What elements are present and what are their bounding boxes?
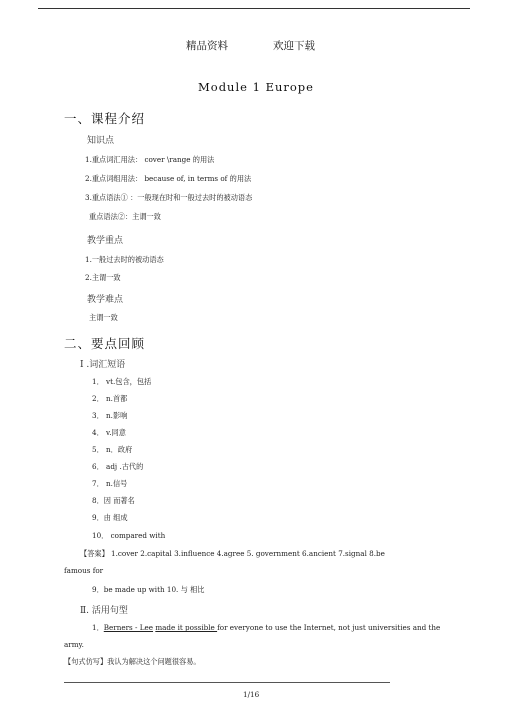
- knowledge-item: 3.重点语法① ：一般现在时和一般过去时的被动语态: [85, 193, 253, 202]
- answers-line: 9．be made up with 10. 与 相比: [92, 585, 205, 594]
- difficulty-item: 主谓一致: [89, 313, 118, 322]
- top-rule: [38, 8, 470, 9]
- section-heading-review: 二、要点回顾: [64, 336, 146, 351]
- vocab-item: 4． v.同意: [92, 428, 126, 437]
- knowledge-label: 知识点: [87, 136, 115, 146]
- answers-line: 【答案】 1.cover 2.capital 3.influence 4.agree 5. government 6.ancient 7.signal 8.be: [80, 549, 385, 558]
- knowledge-item: 1.重点词汇用法： cover \range 的用法: [85, 155, 215, 164]
- page-title: Module 1 Europe: [198, 80, 314, 94]
- footer-rule: [64, 682, 390, 683]
- focus-item: 2.主谓一致: [85, 273, 121, 282]
- vocab-item: 8．因 而著名: [92, 496, 135, 505]
- imitation-line: 【句式仿写】我认为解决这个问题很容易。: [64, 657, 201, 666]
- section-heading-course: 一、课程介绍: [64, 111, 146, 126]
- sentence-number: 1．: [92, 623, 104, 632]
- vocab-item: 2． n.首都: [92, 394, 128, 403]
- vocab-item: 6． adj .古代的: [92, 462, 144, 471]
- difficulty-label: 教学难点: [87, 295, 124, 305]
- header-left: 精品资料: [186, 40, 228, 52]
- vocab-item: 1． vt.包含，包括: [92, 377, 152, 386]
- vocab-item: 10． compared with: [92, 531, 166, 540]
- knowledge-item: 2.重点词组用法： because of, in terms of 的用法: [85, 174, 252, 183]
- focus-label: 教学重点: [87, 236, 124, 246]
- vocab-item: 7． n.信号: [92, 479, 128, 488]
- vocab-label: Ⅰ .词汇短语: [80, 360, 126, 370]
- sentence-underlined-phrase: made it possible: [155, 623, 218, 632]
- sentence-label: Ⅱ. 活用句型: [80, 606, 128, 616]
- vocab-item: 5． n．政府: [92, 445, 133, 454]
- knowledge-item: 重点语法②：主谓一致: [89, 212, 161, 221]
- answers-line: famous for: [64, 566, 104, 575]
- vocab-item: 9．由 组成: [92, 513, 128, 522]
- vocab-item: 3． n.影响: [92, 411, 128, 420]
- focus-item: 1.一般过去时的被动语态: [85, 255, 164, 264]
- sentence-item: [92, 623, 440, 633]
- sentence-continuation: army.: [64, 640, 84, 649]
- header-right: 欢迎下载: [273, 40, 315, 52]
- sentence-underlined-subject: Berners - Lee: [103, 623, 154, 632]
- sentence-rest: for everyone to use the Internet, not just universities and the: [217, 623, 441, 632]
- page-number: 1/16: [243, 690, 260, 699]
